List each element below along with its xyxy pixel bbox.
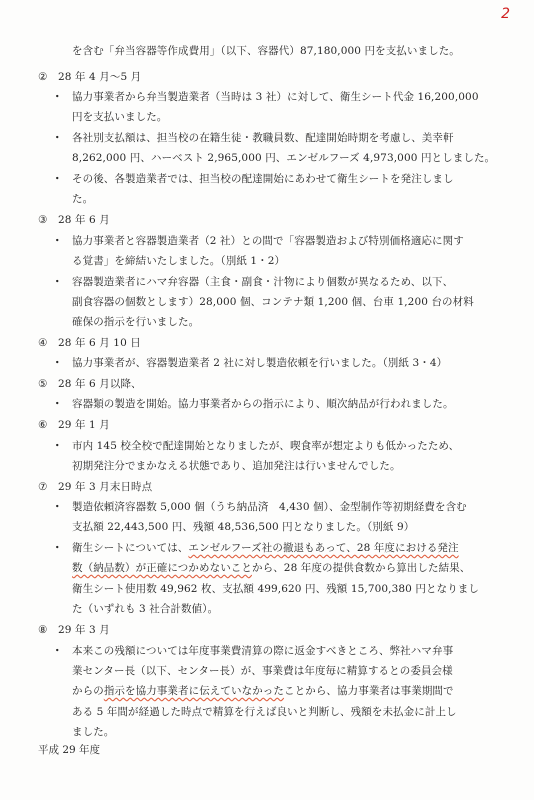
text-line: [72, 192, 93, 206]
section-number: ⑧: [38, 624, 48, 636]
bullet-icon: ・: [52, 235, 63, 247]
line-text: 製造依頼済容器数 5,000 個（うち納品済 4,430 個）、金型制作等初期経費を含む: [72, 501, 467, 513]
section-number: ③: [38, 214, 48, 226]
line-text: ました。: [72, 726, 115, 738]
underlined-text: エンゼルフーズ社の撤退もあって、28 年度における発注: [188, 542, 459, 554]
text-line: [72, 664, 453, 678]
bullet-icon: ・: [52, 173, 63, 185]
section-heading: [38, 418, 110, 432]
page-number: 2: [501, 6, 510, 22]
text-line: [72, 459, 401, 473]
line-text: 衛生シートについては、: [72, 542, 189, 554]
line-text: 支払額 22,443,500 円、残額 48,536,500 円となりました。（別紙 9）: [72, 521, 415, 533]
section-number: ④: [38, 337, 48, 349]
section-number: ⑦: [38, 481, 48, 493]
text-line: [52, 541, 459, 555]
line-text: 本来この残額については年度事業費清算の際に返金すべきところ、弊社ハマ弁事: [72, 645, 454, 657]
section-number: ②: [38, 71, 48, 83]
line-text: 8,262,000 円、ハーベスト 2,965,000 円、エンゼルフーズ 4,973,000 円としました。: [72, 152, 496, 164]
bullet-icon: ・: [52, 276, 63, 288]
bullet-icon: ・: [52, 542, 63, 554]
bullet-icon: ・: [52, 357, 63, 369]
line-text: 28 年 4 月～5 月: [58, 71, 142, 83]
text-line: [52, 172, 454, 186]
line-text: 業センター長（以下、センター長）が、事業費は年度毎に精算するとの委員会様: [72, 665, 453, 677]
text-line: [52, 234, 464, 248]
underlined-text: 数（納品数）が正確につかめないこと: [72, 562, 252, 574]
line-text: 28 年 6 月以降、: [58, 378, 142, 390]
section-heading: [38, 70, 141, 84]
line-text: 協力事業者から弁当製造業者（当時は 3 社）に対して、衛生シート代金 16,200,000: [72, 91, 479, 103]
bullet-icon: ・: [52, 645, 63, 657]
line-text: ことから、協力事業者は事業期間で: [284, 685, 454, 697]
line-text: 確保の指示を行いました。: [72, 316, 200, 328]
text-line: [72, 705, 457, 719]
line-text: 初期発注分でまかなえる状態であり、追加発注は行いませんでした。: [72, 460, 401, 472]
text-line: [52, 356, 447, 370]
line-text: を含む「弁当容器等作成費用」（以下、容器代）87,180,000 円を支払いました。: [72, 45, 460, 57]
line-text: た。: [72, 193, 94, 205]
text-line: [72, 684, 454, 698]
text-line: [52, 131, 454, 145]
text-line: [72, 315, 199, 329]
line-text: 28 年 6 月 10 日: [58, 337, 141, 349]
line-text: 市内 145 校全校で配達開始となりましたが、喫食率が想定よりも低かったため、: [72, 440, 460, 452]
text-line: [72, 561, 470, 575]
section-heading: [38, 336, 141, 350]
text-line: [52, 439, 459, 453]
text-line: [72, 582, 479, 596]
line-text: た（いずれも 3 社合計数値）。: [72, 603, 219, 615]
section-heading: [38, 377, 142, 391]
line-text: ある 5 年間が経過した時点で精算を行えば良いと判断し、残額を未払金に計上し: [72, 706, 457, 718]
line-text: 29 年 3 月末日時点: [58, 481, 153, 493]
line-text: からの: [72, 685, 104, 697]
section-number: ⑤: [38, 378, 48, 390]
line-text: 協力事業者が、容器製造業者 2 社に対し製造依頼を行いました。（別紙 3・4）: [72, 357, 448, 369]
text-line: [52, 644, 453, 658]
text-line: [52, 90, 479, 104]
bullet-icon: ・: [52, 398, 63, 410]
line-text: 円を支払いました。: [72, 111, 168, 123]
line-text: 容器製造業者にハマ弁容器（主食・副食・汁物により個数が異なるため、以下、: [72, 276, 454, 288]
text-line: [72, 602, 218, 616]
line-text: 容器類の製造を開始。協力事業者からの指示により、順次納品が行われました。: [72, 398, 454, 410]
line-text: 29 年 3 月: [58, 624, 110, 636]
line-text: 29 年 1 月: [58, 419, 110, 431]
text-line: [52, 397, 454, 411]
line-text: その後、各製造業者では、担当校の配達開始にあわせて衛生シートを発注しまし: [72, 173, 454, 185]
text-line: [72, 151, 495, 165]
section-number: ⑥: [38, 419, 48, 431]
text-line: [72, 110, 167, 124]
bullet-icon: ・: [52, 132, 63, 144]
text-line: [72, 295, 474, 309]
section-heading: [38, 480, 152, 494]
bullet-icon: ・: [52, 440, 63, 452]
line-text: 各社別支払額は、担当校の在籍生徒・教職員数、配達開始時期を考慮し、美幸軒: [72, 132, 454, 144]
section-heading: [38, 213, 110, 227]
line-text: る覚書」を締結いたしました。（別紙 1・2）: [72, 255, 286, 267]
text-line: [72, 44, 460, 58]
line-text: 28 年 6 月: [58, 214, 110, 226]
bullet-icon: ・: [52, 501, 63, 513]
line-text: 副食容器の個数とします）28,000 個、コンテナ類 1,200 個、台車 1,200 台の材料: [72, 296, 474, 308]
text-line: [52, 275, 453, 289]
footer-text: 平成 29 年度: [38, 744, 101, 756]
text-line: [72, 725, 114, 739]
line-text: 衛生シート使用数 49,962 枚、支払額 499,620 円、残額 15,700,380 円となりまし: [72, 583, 480, 595]
text-line: [72, 254, 285, 268]
underlined-text: 指示を協力事業者に伝えていなかった: [103, 685, 285, 697]
bullet-icon: ・: [52, 91, 63, 103]
line-text: から、28 年度の提供食数から算出した結果、: [252, 562, 471, 574]
text-line: [72, 520, 414, 534]
text-line: [52, 500, 467, 514]
line-text: 協力事業者と容器製造業者（2 社）との間で「容器製造および特別価格適応に関す: [72, 235, 464, 247]
section-heading: [38, 623, 110, 637]
